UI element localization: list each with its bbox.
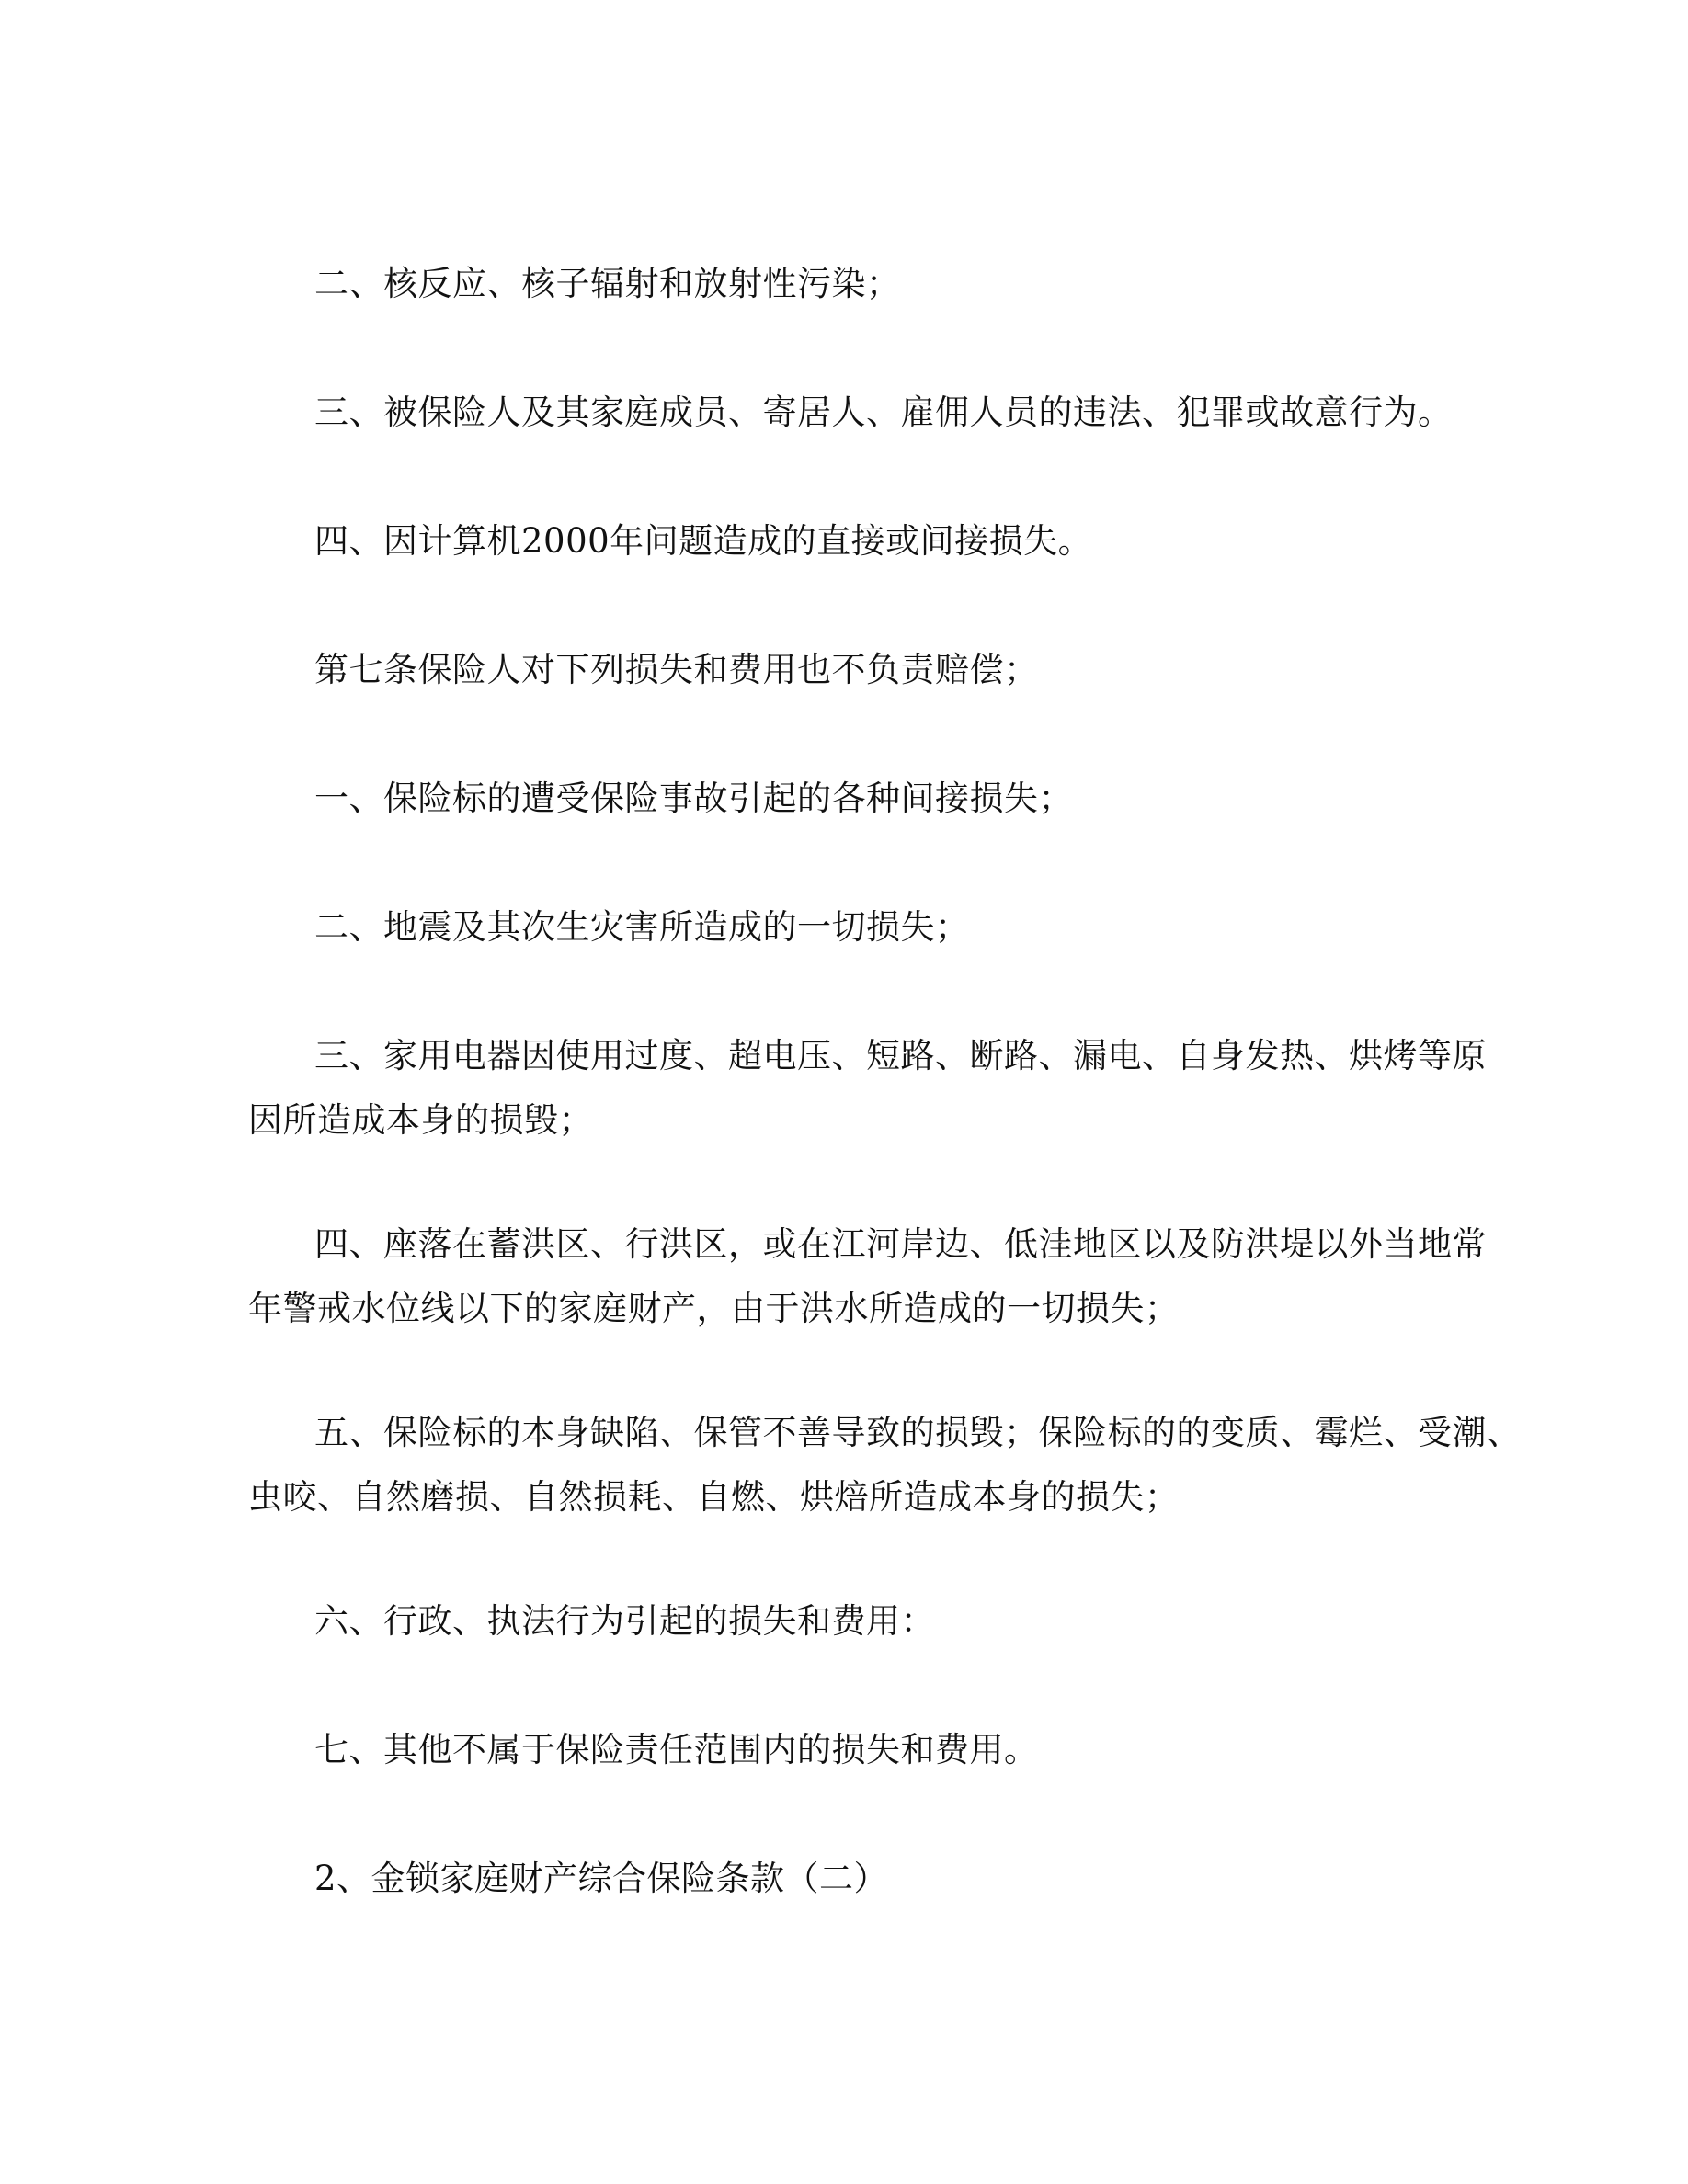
paragraph-line: 年警戒水位线以下的家庭财产，由于洪水所造成的一切损失；	[248, 1289, 1180, 1328]
paragraph-line: 第七条保险人对下列损失和费用也不负责赔偿；	[314, 650, 1039, 689]
paragraph-line: 二、核反应、核子辐射和放射性污染；	[314, 264, 901, 303]
paragraph-line: 七、其他不属于保险责任范围内的损失和费用。	[314, 1730, 1039, 1769]
paragraph-line: 因所造成本身的损毁；	[248, 1100, 593, 1140]
paragraph-line: 四、因计算机2000年问题造成的直接或间接损失。	[314, 521, 1093, 561]
paragraph-line: 虫咬、自然磨损、自然损耗、自燃、烘焙所造成本身的损失；	[248, 1477, 1180, 1517]
paragraph-line: 五、保险标的本身缺陷、保管不善导致的损毁；保险标的的变质、霉烂、受潮、	[314, 1413, 1522, 1452]
paragraph-line: 三、被保险人及其家庭成员、寄居人、雇佣人员的违法、犯罪或故意行为。	[314, 392, 1453, 432]
paragraph-line: 四、座落在蓄洪区、行洪区，或在江河岸边、低洼地区以及防洪堤以外当地常	[314, 1224, 1487, 1264]
paragraph-line: 一、保险标的遭受保险事故引起的各种间接损失；	[314, 779, 1073, 818]
paragraph-line: 三、家用电器因使用过度、超电压、短路、断路、漏电、自身发热、烘烤等原	[314, 1036, 1487, 1075]
paragraph-line: 二、地震及其次生灾害所造成的一切损失；	[314, 907, 970, 947]
paragraph-line: 2、金锁家庭财产综合保险条款（二）	[314, 1859, 889, 1898]
paragraph-line: 六、行政、执法行为引起的损失和费用：	[314, 1601, 935, 1641]
